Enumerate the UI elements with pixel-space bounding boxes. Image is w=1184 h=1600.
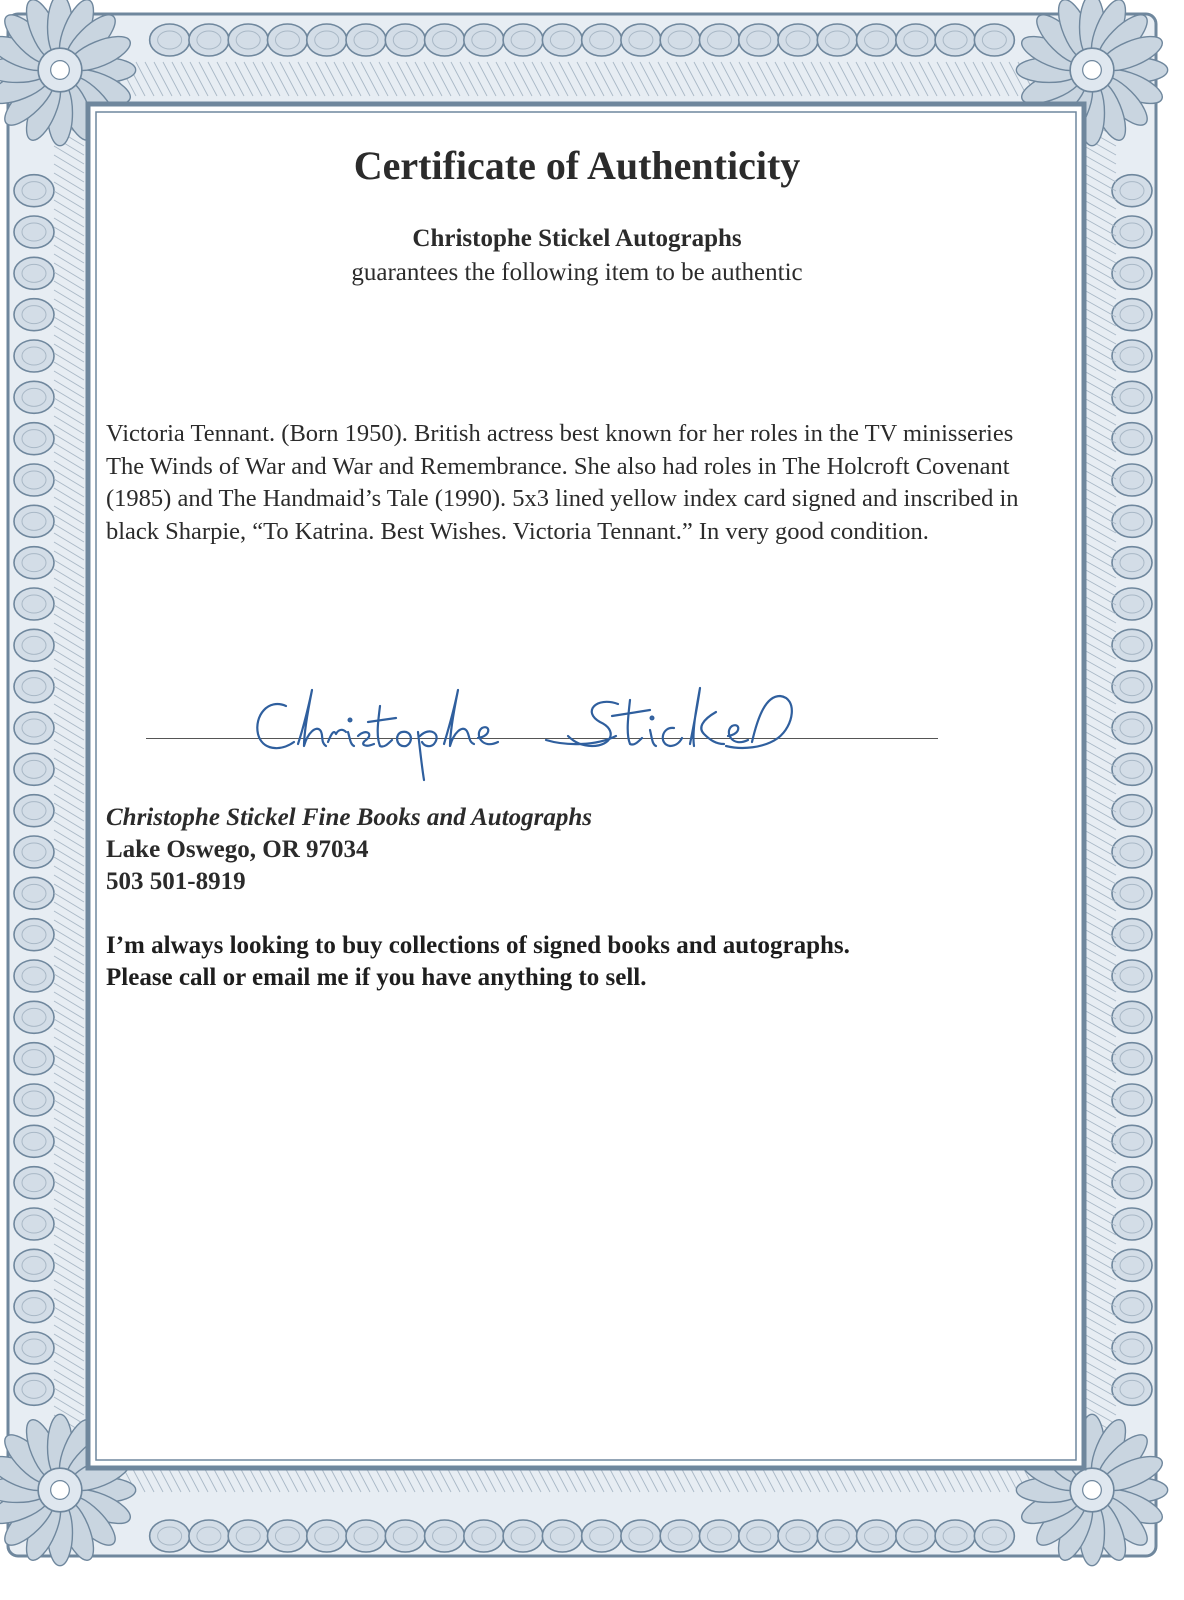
business-address: Lake Oswego, OR 97034 <box>106 836 369 863</box>
signature-block <box>146 676 946 796</box>
item-description: Victoria Tennant. (Born 1950). British actress best known for her roles in the TV minisseries The Winds of War and War and Remembrance. She also had roles in The Holcroft Covenant (1985) and The Handmaid’s Tale (1990). 5x3 lined yellow index card signed and inscribed in black Sharpie, “To Katrina. Best Wishes. Victoria Tennant.” In very good condition. <box>106 420 1019 545</box>
certificate-title: Certificate of Authenticity <box>353 143 801 188</box>
business-name: Christophe Stickel Fine Books and Autographs <box>106 804 592 831</box>
issuer-name: Christophe Stickel Autographs <box>412 225 742 252</box>
certificate-body <box>96 112 1058 1452</box>
buying-note-line-1: I’m always looking to buy collections of signed books and autographs. <box>106 932 850 959</box>
business-phone: 503 501-8919 <box>106 868 246 895</box>
handwritten-signature <box>246 676 806 796</box>
buying-note-line-2: Please call or email me if you have anything to sell. <box>106 964 647 991</box>
guarantee-statement: guarantees the following item to be authentic <box>351 259 803 286</box>
